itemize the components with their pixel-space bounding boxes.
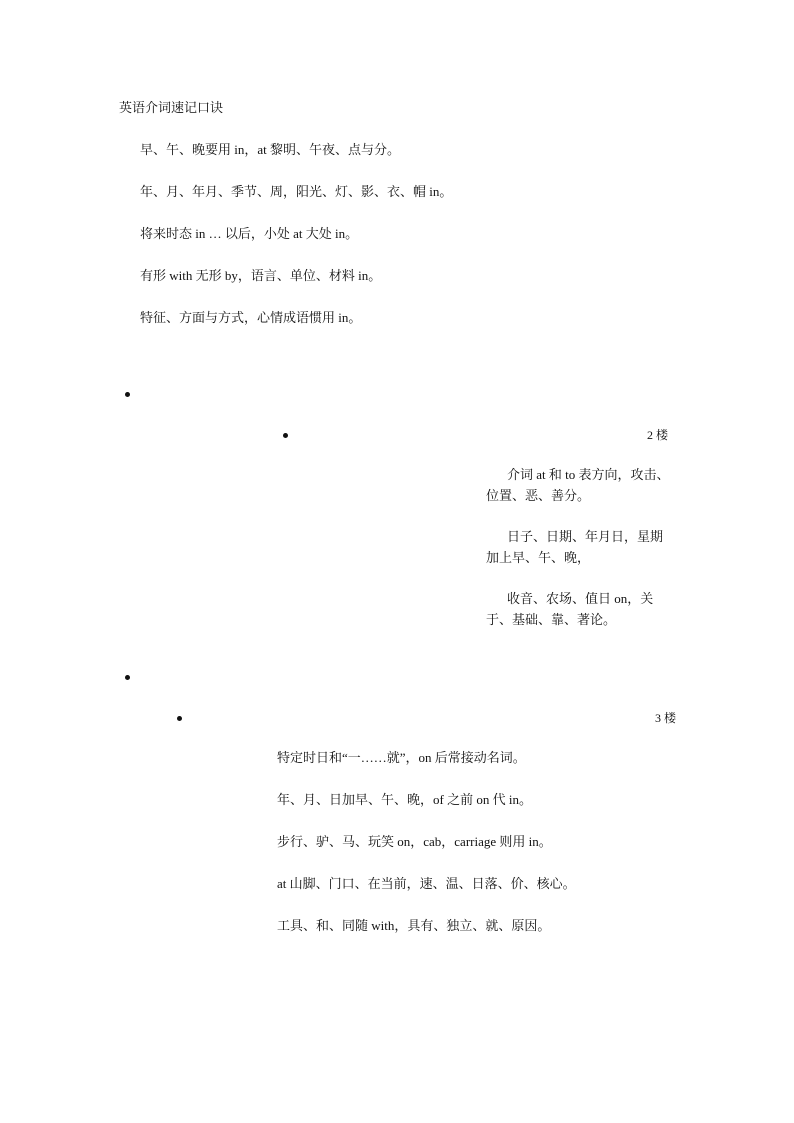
mnemonic-line: 有形 with 无形 by，语言、单位、材料 in。 [140,268,382,283]
mnemonic-line: 年、月、年月、季节、周，阳光、灯、影、衣、帽 in。 [140,184,453,199]
list-bullet-icon [283,433,288,438]
list-bullet-icon [125,675,130,680]
mnemonic-line: 收音、农场、值日 on，关于、基础、靠、著论。 [486,591,654,627]
mnemonic-line: 特定时日和“一……就”，on 后常接动名词。 [277,750,526,765]
floor-label-3: 3 楼 [655,711,677,725]
section-prepositions-mnemonic [140,141,680,351]
mnemonic-line: 步行、驴、马、玩笑 on，cab，carriage 则用 in。 [277,834,552,849]
floor-2-content [486,464,674,650]
mnemonic-line: 年、月、日加早、午、晚，of 之前 on 代 in。 [277,792,532,807]
mnemonic-line: 特征、方面与方式，心情成语惯用 in。 [140,310,362,325]
document-title: 英语介词速记口诀 [119,100,224,115]
mnemonic-line: 日子、日期、年月日，星期加上早、午、晚， [486,529,664,565]
list-bullet-icon [177,716,182,721]
floor-label-2: 2 楼 [647,428,669,442]
mnemonic-line: 介词 at 和 to 表方向，攻击、位置、恶、善分。 [486,467,670,503]
mnemonic-line: 早、午、晚要用 in，at 黎明、午夜、点与分。 [140,142,400,157]
mnemonic-line: 将来时态 in … 以后，小处 at 大处 in。 [140,226,359,241]
mnemonic-line: at 山脚、门口、在当前，速、温、日落、价、核心。 [277,876,576,891]
mnemonic-line: 工具、和、同随 with，具有、独立、就、原因。 [277,918,551,933]
list-bullet-icon [125,392,130,397]
floor-3-content [277,749,697,959]
